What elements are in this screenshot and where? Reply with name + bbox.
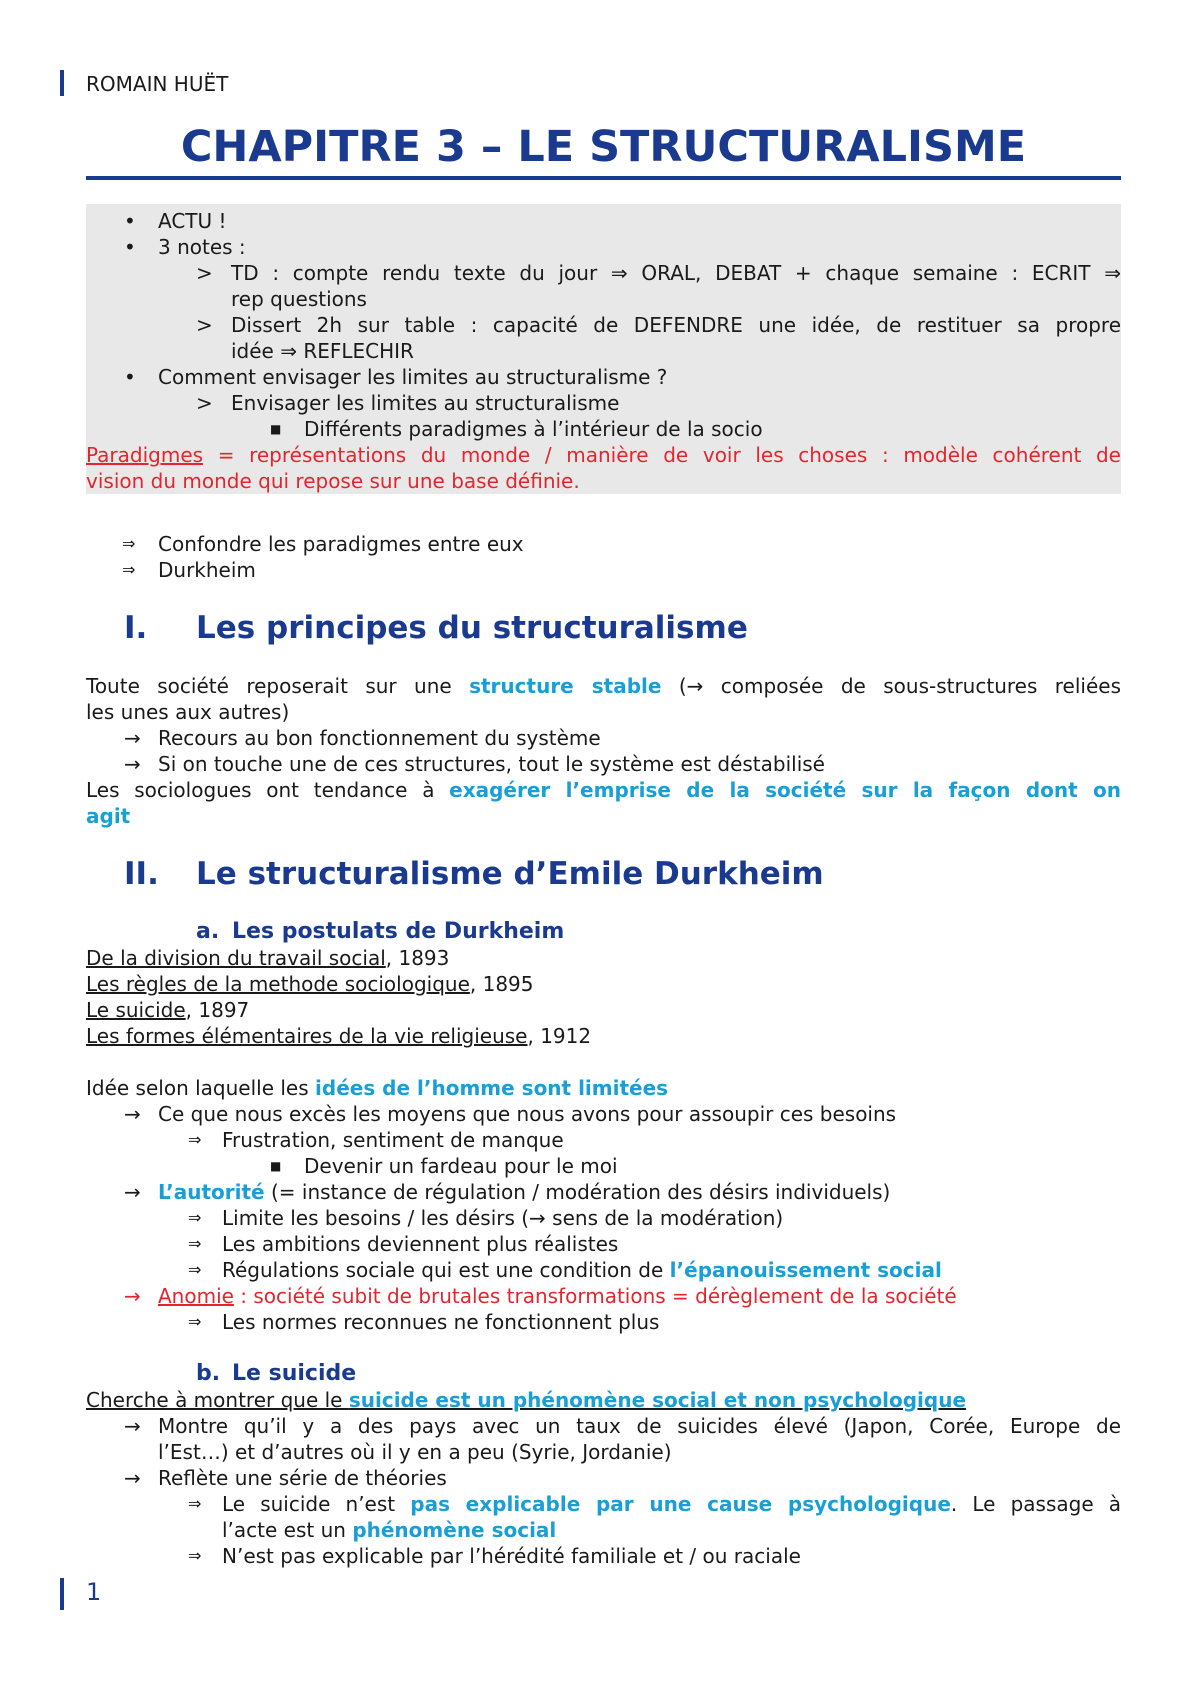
paragraph (86, 673, 1121, 699)
text-span: Les sociologues ont tendance à (86, 778, 450, 802)
text-span: Le suicide n’est (222, 1492, 411, 1516)
book-item (86, 1023, 591, 1049)
book-title: Les formes élémentaires de la vie religieuse (86, 1024, 528, 1048)
highlight-term-cont: agit (86, 804, 131, 828)
list-item-cont: l’Est…) et d’autres où il y en a peu (Syrie, Jordanie) (158, 1440, 672, 1464)
implies-icon: ⇒ (188, 1312, 202, 1331)
section-number: II. (124, 856, 159, 892)
highlight-term: structure stable (469, 674, 662, 698)
implies-icon: ⇒ (188, 1130, 202, 1149)
right-arrow-icon: → (124, 1102, 141, 1126)
list-item: N’est pas explicable par l’hérédité familiale et / ou raciale (222, 1544, 801, 1568)
paragraph-cont: les unes aux autres) (86, 700, 290, 724)
header-bar (60, 70, 64, 96)
arrow-marker-icon: > (196, 391, 213, 415)
bullet-icon: • (124, 365, 136, 389)
list-item (222, 1491, 1121, 1517)
list-item: Dissert 2h sur table : capacité de DEFENDRE une idée, de restituer sa propre (231, 313, 1121, 337)
implies-icon: ⇒ (188, 1208, 202, 1227)
right-arrow-icon: → (124, 726, 141, 750)
book-item (86, 945, 449, 971)
paragraph (86, 1075, 668, 1101)
subsection-heading: Le suicide (232, 1361, 357, 1386)
highlight-term: idées de l’homme sont limitées (315, 1076, 669, 1100)
highlight-term: L’autorité (158, 1180, 265, 1204)
book-title: De la division du travail social (86, 946, 386, 970)
list-item-cont: rep questions (231, 287, 367, 311)
definition-text: = représentations du monde / manière de voir les choses : modèle cohérent de (203, 443, 1121, 467)
list-item: Recours au bon fonctionnement du système (158, 726, 601, 750)
section-heading: Les principes du structuralisme (196, 610, 748, 646)
list-item: TD : compte rendu texte du jour ⇒ ORAL, DEBAT + chaque semaine : ECRIT ⇒ (231, 261, 1121, 285)
book-year: , 1895 (469, 972, 534, 996)
title-underline (86, 176, 1121, 180)
list-item (158, 1283, 957, 1309)
implies-icon: ⇒ (188, 1494, 202, 1513)
text-span: : société subit de brutales transformations = dérèglement de la société (233, 1284, 957, 1308)
list-item: Confondre les paradigmes entre eux (158, 532, 524, 556)
implies-icon: ⇒ (188, 1546, 202, 1565)
list-item: Les normes reconnues ne fonctionnent plus (222, 1310, 660, 1334)
square-bullet-icon: ■ (270, 422, 282, 436)
section-number: I. (124, 610, 148, 646)
implies-icon: ⇒ (122, 560, 136, 579)
list-item (222, 1257, 942, 1283)
list-item: Montre qu’il y a des pays avec un taux de suicides élevé (Japon, Corée, Europe de (158, 1414, 1121, 1438)
implies-icon: ⇒ (188, 1234, 202, 1253)
list-item: Si on touche une de ces structures, tout le système est déstabilisé (158, 752, 825, 776)
bullet-icon: • (124, 209, 136, 233)
book-year: , 1912 (527, 1024, 592, 1048)
paragraph (86, 777, 1121, 803)
list-item: Frustration, sentiment de manque (222, 1128, 564, 1152)
text-span: Toute société reposerait sur une (86, 674, 470, 698)
list-item (158, 1179, 890, 1205)
text-span: Cherche à montrer que le (86, 1388, 349, 1412)
subsection-letter: a. (196, 919, 220, 944)
arrow-marker-icon: > (196, 261, 213, 285)
list-item: Comment envisager les limites au structuralisme ? (158, 365, 668, 389)
text-span: . Le passage à (950, 1492, 1122, 1516)
list-item-cont: idée ⇒ REFLECHIR (231, 339, 414, 363)
text-span: l’acte est un (222, 1518, 353, 1542)
highlight-term: phénomène social (352, 1518, 557, 1542)
list-item: Ce que nous excès les moyens que nous avons pour assoupir ces besoins (158, 1102, 897, 1126)
list-item: Reflète une série de théories (158, 1466, 447, 1490)
implies-icon: ⇒ (122, 534, 136, 553)
text-span: Idée selon laquelle les (86, 1076, 316, 1100)
page-number: 1 (86, 1578, 102, 1606)
highlight-term: pas explicable par une cause psychologique (410, 1492, 951, 1516)
subsection-heading: Les postulats de Durkheim (232, 919, 565, 944)
section-heading: Le structuralisme d’Emile Durkheim (196, 856, 824, 892)
anomie-term: Anomie (158, 1284, 234, 1308)
bullet-icon: • (124, 235, 136, 259)
right-arrow-icon: → (124, 1414, 141, 1438)
list-item: Devenir un fardeau pour le moi (304, 1154, 618, 1178)
list-item: ACTU ! (158, 209, 227, 233)
highlight-term: l’épanouissement social (669, 1258, 942, 1282)
book-item (86, 997, 249, 1023)
right-arrow-icon: → (124, 1180, 141, 1204)
implies-icon: ⇒ (188, 1260, 202, 1279)
arrow-marker-icon: > (196, 313, 213, 337)
right-arrow-icon: → (124, 1284, 141, 1308)
footer-bar (60, 1578, 64, 1610)
right-arrow-icon: → (124, 1466, 141, 1490)
book-title: Le suicide (86, 998, 186, 1022)
square-bullet-icon: ■ (270, 1159, 282, 1173)
highlight-term: suicide est un phénomène social et non psychologique (348, 1388, 967, 1412)
book-item (86, 971, 534, 997)
subsection-letter: b. (196, 1361, 221, 1386)
text-span: Régulations sociale qui est une condition de (222, 1258, 670, 1282)
list-item: Limite les besoins / les désirs (→ sens de la modération) (222, 1206, 784, 1230)
definition-term: Paradigmes (86, 443, 204, 467)
text-span: (→ composée de sous-structures reliées (661, 674, 1122, 698)
right-arrow-icon: → (124, 752, 141, 776)
list-item: 3 notes : (158, 235, 246, 259)
list-item: Envisager les limites au structuralisme (231, 391, 620, 415)
book-title: Les règles de la methode sociologique (86, 972, 470, 996)
paragraph (86, 1387, 966, 1413)
author-header: ROMAIN HUËT (86, 72, 229, 96)
list-item: Différents paradigmes à l’intérieur de la socio (304, 417, 763, 441)
text-span: (= instance de régulation / modération des désirs individuels) (264, 1180, 891, 1204)
definition-text-cont: vision du monde qui repose sur une base définie. (86, 469, 580, 493)
highlight-term: exagérer l’emprise de la société sur la façon dont on (449, 778, 1121, 802)
definition-paradigmes (86, 442, 1121, 468)
book-year: , 1893 (385, 946, 450, 970)
book-year: , 1897 (185, 998, 250, 1022)
list-item: Les ambitions deviennent plus réalistes (222, 1232, 619, 1256)
page-title: CHAPITRE 3 – LE STRUCTURALISME (180, 122, 1027, 172)
list-item-cont (222, 1517, 556, 1543)
list-item: Durkheim (158, 558, 256, 582)
